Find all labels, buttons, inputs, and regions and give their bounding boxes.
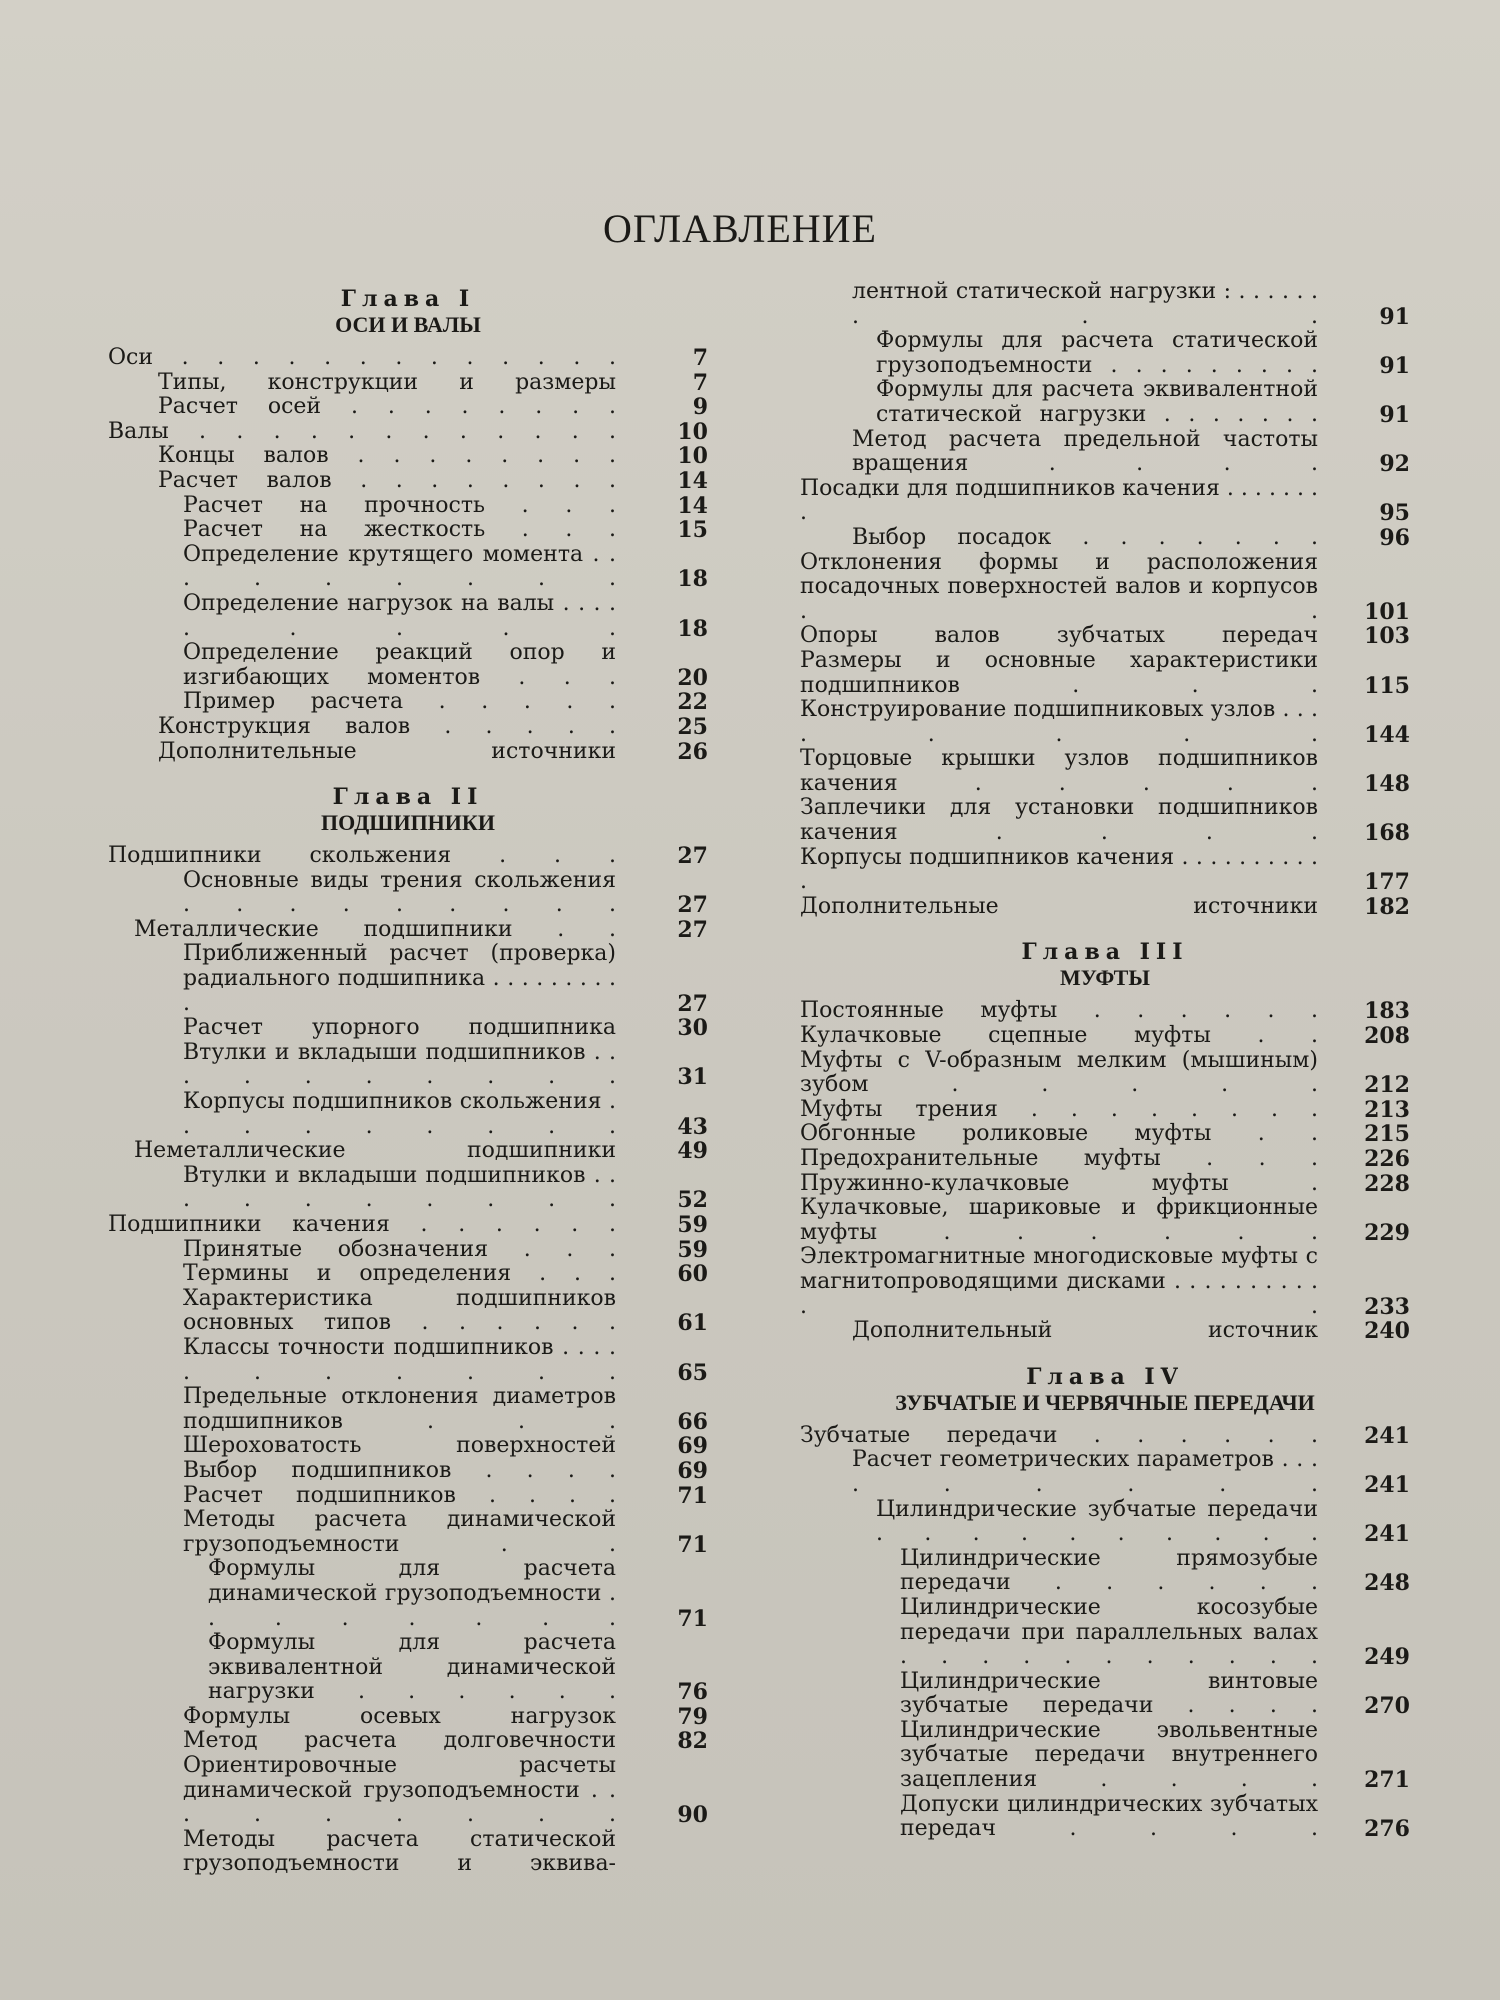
toc-entry-page: 10 <box>677 443 708 470</box>
toc-entry <box>800 1596 1410 1670</box>
toc-entry-title: Выбор посадок . . . . . . . <box>852 524 1318 550</box>
section-gap <box>800 919 1410 939</box>
toc-entry-title: Отклонения формы и расположения посадочных поверхностей валов и корпусов . . <box>800 549 1318 624</box>
toc-entry <box>800 1098 1410 1123</box>
toc-entry-page: 71 <box>677 1605 708 1632</box>
toc-entry <box>108 740 708 765</box>
toc-entry-page: 30 <box>677 1015 708 1042</box>
toc-entry-page: 69 <box>677 1433 708 1460</box>
toc-entry-title: Методы расчета статической грузоподъемности и эквива- <box>183 1826 616 1877</box>
toc-entry-page: 31 <box>677 1064 708 1091</box>
toc-entry-title: Муфты трения . . . . . . . . <box>800 1096 1318 1122</box>
toc-entry-title: Опоры валов зубчатых передач <box>800 623 1318 649</box>
toc-entry-page: 59 <box>677 1236 708 1263</box>
toc-entry <box>108 1336 708 1385</box>
toc-entry-title: Шероховатость поверхностей <box>183 1433 616 1459</box>
toc-entry-page: 27 <box>677 990 708 1017</box>
toc-entry-title: Допуски цилиндрических зубчатых передач . . . . <box>900 1791 1318 1842</box>
toc-entry-title: Зубчатые передачи . . . . . . <box>800 1422 1318 1448</box>
toc-entry <box>108 1287 708 1336</box>
toc-entry <box>108 592 708 641</box>
toc-entry <box>108 469 708 494</box>
toc-entry-title: Корпусы подшипников качения . . . . . . . . . . . <box>800 844 1318 895</box>
toc-entry-title: Расчет на прочность . . . <box>183 492 616 518</box>
toc-entry <box>800 796 1410 845</box>
toc-entry-title: Метод расчета долговечности <box>183 1728 616 1754</box>
toc-entry-page: 22 <box>677 689 708 716</box>
toc-entry <box>108 1016 708 1041</box>
toc-entry <box>800 895 1410 920</box>
toc-entry-page: 15 <box>677 517 708 544</box>
toc-entry-page: 69 <box>677 1457 708 1484</box>
toc-entry <box>108 641 708 690</box>
toc-entry-page: 7 <box>692 345 708 371</box>
toc-entry-title: Заплечики для установки подшипников качения . . . . <box>800 795 1318 846</box>
toc-entry-page: 65 <box>677 1359 708 1386</box>
toc-entry <box>108 494 708 519</box>
toc-entry-title: Предельные отклонения диаметров подшипников . . . <box>183 1384 616 1434</box>
toc-entry-page: 7 <box>692 369 708 396</box>
toc-entry-page: 103 <box>1364 623 1410 650</box>
toc-entry-page: 276 <box>1364 1816 1410 1843</box>
toc-entry-title: Конструкция валов . . . . . <box>158 713 616 739</box>
toc-entry-title: Расчет упорного подшипника <box>183 1015 616 1041</box>
toc-entry-title: Кулачковые, шариковые и фрикционные муфты . . . . . . <box>800 1195 1318 1245</box>
toc-entry <box>800 1319 1410 1344</box>
toc-entry <box>800 1719 1410 1793</box>
toc-entry-page: 249 <box>1364 1644 1410 1671</box>
toc-entry-page: 177 <box>1364 869 1410 896</box>
chapter-name: МУФТЫ <box>1060 965 1150 991</box>
toc-entry <box>108 395 708 420</box>
toc-entry <box>800 1424 1410 1449</box>
toc-entry-title: Металлические подшипники . . <box>134 916 616 942</box>
chapter-name: ЗУБЧАТЫЕ И ЧЕРВЯЧНЫЕ ПЕРЕДАЧИ <box>895 1389 1315 1415</box>
toc-entry <box>108 1385 708 1434</box>
toc-entry-page: 25 <box>677 713 708 740</box>
toc-entry-title: Муфты с V-образным мелким (мышиным) зубом . . . . . <box>800 1047 1318 1098</box>
toc-entry <box>108 1508 708 1557</box>
toc-entry <box>800 624 1410 649</box>
toc-entry-title: Пример расчета . . . . . <box>183 689 616 715</box>
toc-entry <box>108 1631 708 1705</box>
toc-entry-page: 96 <box>1379 524 1410 551</box>
toc-entry <box>108 918 708 943</box>
toc-entry-title: Дополнительные источники <box>800 893 1318 919</box>
toc-entry-page: 228 <box>1364 1170 1410 1197</box>
toc-entry-page: 20 <box>677 664 708 691</box>
toc-entry <box>108 1238 708 1263</box>
page-title: ОГЛАВЛЕНИЕ <box>603 206 877 251</box>
toc-entry-page: 18 <box>677 566 708 593</box>
chapter-name: ОСИ И ВАЛЫ <box>335 312 481 337</box>
toc-entry <box>108 518 708 543</box>
toc-entry-page: 213 <box>1364 1096 1410 1123</box>
toc-entry-title: Конструирование подшипниковых узлов . . . . . . . . <box>800 697 1318 747</box>
toc-entry <box>800 1245 1410 1319</box>
chapter-label: Глава II <box>332 784 484 811</box>
toc-entry <box>108 715 708 740</box>
toc-entry <box>108 1828 708 1877</box>
toc-entry-page: 270 <box>1364 1693 1410 1720</box>
toc-entry-title: Неметаллические подшипники <box>134 1138 616 1164</box>
toc-entry-page: 82 <box>677 1728 708 1755</box>
toc-entry-title: Расчет на жесткость . . . <box>183 517 616 543</box>
toc-entry <box>800 526 1410 551</box>
toc-entry-title: Дополнительные источники <box>158 738 616 764</box>
toc-entry-title: Определение реакций опор и изгибающих моментов . . . <box>183 640 616 690</box>
toc-entry <box>800 1147 1410 1172</box>
toc-entry-title: Подшипники скольжения . . . <box>108 843 616 869</box>
toc-entry <box>800 846 1410 895</box>
toc-entry-page: 101 <box>1364 598 1410 625</box>
toc-entry <box>800 649 1410 698</box>
toc-entry-title: Постоянные муфты . . . . . . <box>800 998 1318 1024</box>
toc-right-column <box>800 280 1410 1842</box>
toc-entry-title: Ориентировочные расчеты динамической грузоподъемности . . . . . . . . . <box>183 1753 616 1828</box>
toc-entry-title: Приближенный расчет (проверка) радиального подшипника . . . . . . . . . . <box>183 941 616 1016</box>
toc-entry-page: 212 <box>1364 1072 1410 1099</box>
toc-entry-title: Выбор подшипников . . . . <box>183 1457 616 1483</box>
toc-entry-title: Цилиндрические зубчатые передачи . . . . . . . . . . <box>876 1496 1318 1547</box>
toc-entry <box>108 1434 708 1459</box>
toc-entry <box>800 280 1410 329</box>
toc-entry-page: 168 <box>1364 820 1410 847</box>
toc-entry-title: Цилиндрические косозубые передачи при параллельных валах . . . . . . . . . . . <box>900 1594 1318 1670</box>
toc-entry-page: 208 <box>1364 1023 1410 1050</box>
toc-entry-page: 92 <box>1379 451 1410 478</box>
toc-entry-page: 27 <box>677 843 708 870</box>
toc-entry-title: Цилиндрические винтовые зубчатые передачи . . . . <box>900 1668 1318 1719</box>
toc-entry <box>800 329 1410 378</box>
toc-entry-page: 148 <box>1364 770 1410 797</box>
toc-entry <box>800 551 1410 625</box>
toc-entry <box>108 1139 708 1164</box>
toc-entry-title: Формулы для расчета статической грузоподъемности . . . . . . . . . <box>876 328 1318 378</box>
toc-entry-page: 248 <box>1364 1570 1410 1597</box>
toc-entry-page: 26 <box>677 738 708 765</box>
toc-entry-page: 215 <box>1364 1121 1410 1148</box>
toc-entry-title: Валы . . . . . . . . . . . . <box>108 418 616 444</box>
toc-entry <box>108 1754 708 1828</box>
toc-entry-page: 91 <box>1379 352 1410 379</box>
toc-entry-page: 233 <box>1364 1293 1410 1320</box>
toc-entry <box>108 1459 708 1484</box>
toc-entry <box>108 1557 708 1631</box>
toc-entry-title: Расчет осей . . . . . . . . <box>158 394 616 420</box>
toc-entry <box>800 1498 1410 1547</box>
toc-entry-title: Кулачковые сцепные муфты . . <box>800 1023 1318 1049</box>
section-gap <box>800 1344 1410 1364</box>
toc-entry-title: Формулы для расчета динамической грузоподъемности . . . . . . . . <box>208 1556 616 1631</box>
toc-entry-title: Дополнительный источник <box>852 1318 1318 1344</box>
toc-entry-page: 27 <box>677 916 708 943</box>
toc-entry <box>800 999 1410 1024</box>
toc-entry-page: 241 <box>1364 1422 1410 1449</box>
toc-entry-title: Расчет геометрических параметров . . . . . . . . . <box>852 1447 1318 1497</box>
toc-entry-page: 43 <box>677 1113 708 1140</box>
toc-entry-page: 241 <box>1364 1471 1410 1498</box>
toc-entry-page: 115 <box>1364 672 1410 699</box>
toc-entry <box>108 444 708 469</box>
toc-entry-page: 14 <box>677 467 708 494</box>
toc-entry-page: 90 <box>677 1802 708 1829</box>
chapter-label: Глава IV <box>1026 1363 1184 1390</box>
toc-entry-title: Концы валов . . . . . . . . <box>158 443 616 469</box>
toc-entry <box>108 942 708 1016</box>
toc-entry <box>800 1024 1410 1049</box>
toc-entry-page: 9 <box>692 394 708 421</box>
toc-entry <box>108 420 708 445</box>
toc-entry-title: Посадки для подшипников качения . . . . . . . . <box>800 475 1318 526</box>
toc-entry-title: Классы точности подшипников . . . . . . . . . . . <box>183 1334 616 1385</box>
toc-entry-title: Обгонные роликовые муфты . . <box>800 1121 1318 1147</box>
toc-entry-page: 59 <box>677 1212 708 1238</box>
toc-entry-page: 52 <box>677 1187 708 1214</box>
toc-entry <box>108 1164 708 1213</box>
toc-entry-page: 95 <box>1379 500 1410 527</box>
toc-entry-title: Метод расчета предельной частоты вращения . . . . <box>852 426 1318 477</box>
toc-entry-title: Подшипники качения . . . . . . <box>108 1212 616 1237</box>
toc-entry <box>800 1196 1410 1245</box>
toc-entry-title: Предохранительные муфты . . . <box>800 1146 1318 1171</box>
toc-entry-title: Пружинно-кулачковые муфты . <box>800 1170 1318 1196</box>
toc-entry-page: 10 <box>677 418 708 445</box>
toc-entry-title: Торцовые крышки узлов подшипников качения . . . . . <box>800 746 1318 796</box>
toc-entry <box>800 378 1410 427</box>
toc-entry <box>108 346 708 371</box>
toc-entry-title: Формулы осевых нагрузок <box>183 1703 616 1729</box>
toc-entry <box>800 1670 1410 1719</box>
toc-entry-page: 91 <box>1379 303 1410 330</box>
toc-entry <box>800 1448 1410 1497</box>
toc-entry <box>800 1049 1410 1098</box>
toc-entry-page: 61 <box>677 1310 708 1337</box>
toc-entry-page: 14 <box>677 492 708 519</box>
toc-entry <box>108 1729 708 1754</box>
toc-entry-page: 60 <box>677 1261 708 1288</box>
toc-entry-title: Формулы для расчета эквивалентной динамической нагрузки . . . . . . <box>208 1630 616 1705</box>
toc-entry-title: Корпусы подшипников скольжения . . . . . . . . . <box>183 1089 616 1139</box>
toc-entry-page: 241 <box>1364 1521 1410 1548</box>
toc-entry-page: 271 <box>1364 1767 1410 1794</box>
toc-entry-title: Принятые обозначения . . . <box>183 1236 616 1262</box>
toc-entry-title: Методы расчета динамической грузоподъемности . . <box>183 1507 616 1557</box>
toc-entry-page: 71 <box>677 1531 708 1558</box>
toc-entry <box>800 698 1410 747</box>
toc-entry-title: Типы, конструкции и размеры <box>158 369 616 395</box>
toc-entry <box>108 371 708 396</box>
toc-entry-title: Определение нагрузок на валы . . . . . . . . . <box>183 590 616 641</box>
toc-entry <box>108 1041 708 1090</box>
toc-entry <box>108 1262 708 1287</box>
section-gap <box>108 764 708 784</box>
toc-entry <box>108 543 708 592</box>
toc-entry <box>108 844 708 869</box>
toc-entry-title: Определение крутящего момента . . . . . . . . . <box>183 541 616 592</box>
toc-entry <box>800 747 1410 796</box>
toc-entry-page: 183 <box>1364 998 1410 1025</box>
toc-entry <box>108 869 708 918</box>
toc-entry-title: Расчет подшипников . . . . <box>183 1482 616 1508</box>
toc-entry-title: Характеристика подшипников основных типов . . . . . . <box>183 1285 616 1336</box>
toc-entry-page: 182 <box>1364 893 1410 920</box>
toc-entry <box>108 1090 708 1139</box>
toc-entry-title: Втулки и вкладыши подшипников . . . . . . . . . . <box>183 1039 616 1090</box>
toc-entry <box>800 477 1410 526</box>
toc-entry <box>800 1793 1410 1842</box>
toc-entry-page: 18 <box>677 615 708 642</box>
toc-entry-page: 49 <box>677 1138 708 1165</box>
toc-entry-page: 66 <box>677 1408 708 1435</box>
toc-entry-title: Цилиндрические прямозубые передачи . . . . . . <box>900 1545 1318 1596</box>
toc-entry-title: Формулы для расчета эквивалентной статической нагрузки . . . . . . . <box>876 377 1318 427</box>
toc-entry-page: 229 <box>1364 1219 1410 1246</box>
toc-entry-page: 91 <box>1379 401 1410 428</box>
toc-entry-title: лентной статической нагрузки : . . . . . . . . . <box>852 279 1318 329</box>
chapter-label: Глава I <box>340 286 476 312</box>
toc-entry-title: Электромагнитные многодисковые муфты с магнитопроводящими дисками . . . . . . . . . . . . <box>800 1244 1318 1319</box>
toc-entry <box>800 1547 1410 1596</box>
toc-entry-title: Основные виды трения скольжения . . . . . . . . . <box>183 867 616 918</box>
toc-entry-page: 76 <box>677 1679 708 1706</box>
toc-entry <box>800 428 1410 477</box>
toc-entry <box>108 1705 708 1730</box>
toc-entry-page: 79 <box>677 1703 708 1730</box>
toc-entry-title: Цилиндрические эвольвентные зубчатые передачи внутреннего зацепления . . . . <box>900 1717 1318 1793</box>
toc-entry <box>108 1213 708 1238</box>
toc-entry-page: 144 <box>1364 721 1410 748</box>
toc-entry <box>800 1172 1410 1197</box>
chapter-label: Глава III <box>1021 939 1189 966</box>
toc-entry-title: Термины и определения . . . <box>183 1261 616 1287</box>
toc-entry-page: 71 <box>677 1482 708 1509</box>
toc-entry-title: Расчет валов . . . . . . . . <box>158 467 616 493</box>
toc-entry <box>108 690 708 715</box>
toc-entry <box>108 1484 708 1509</box>
toc-entry-title: Втулки и вкладыши подшипников . . . . . . . . . . <box>183 1162 616 1213</box>
toc-entry-title: Размеры и основные характеристики подшипников . . . <box>800 647 1318 698</box>
toc-entry-page: 240 <box>1364 1318 1410 1345</box>
chapter-name: ПОДШИПНИКИ <box>321 810 495 836</box>
toc-entry-page: 27 <box>677 892 708 919</box>
toc-entry <box>800 1122 1410 1147</box>
toc-left-column <box>108 286 708 1877</box>
toc-entry-title: Оси . . . . . . . . . . . . . <box>108 345 616 370</box>
toc-entry-page: 226 <box>1364 1146 1410 1172</box>
